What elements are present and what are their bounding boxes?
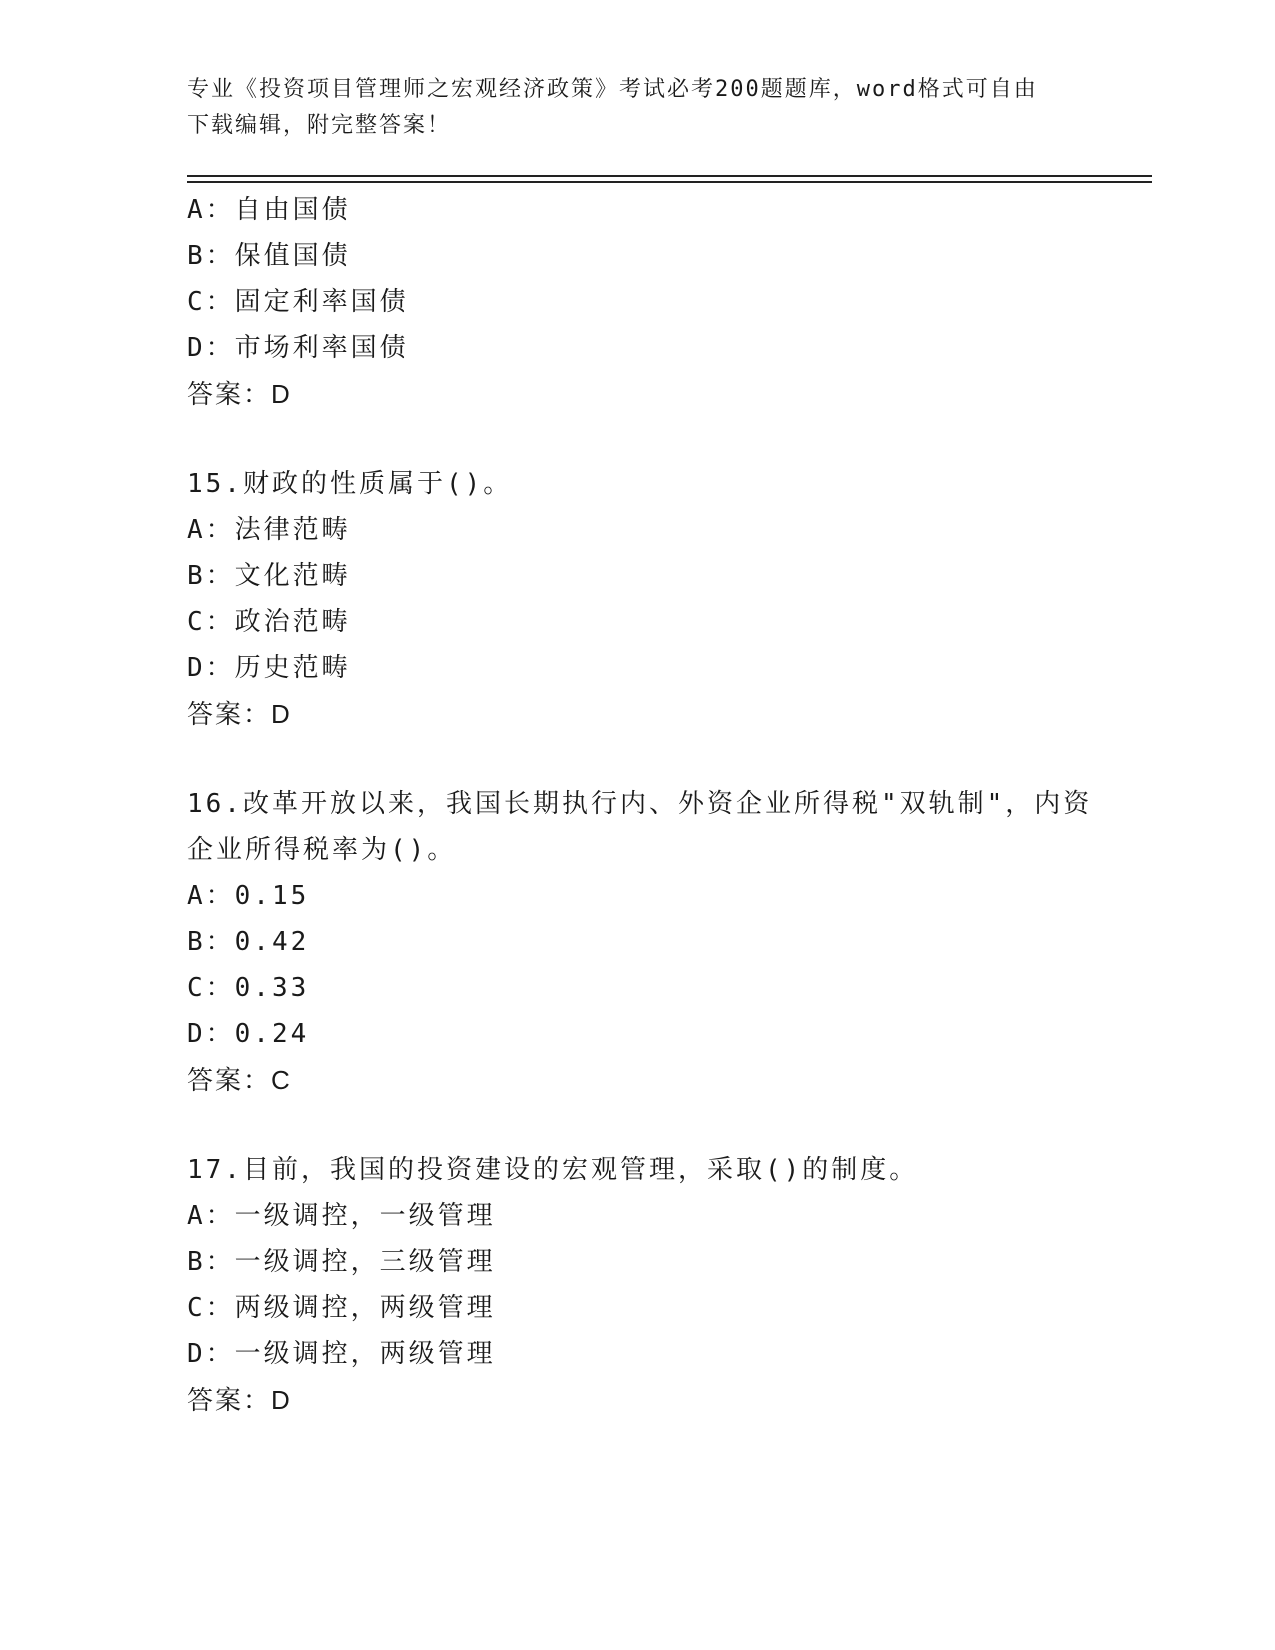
option-b: B：一级调控，三级管理 <box>187 1247 496 1277</box>
header-line-1: 专业《投资项目管理师之宏观经济政策》考试必考200题题库，word格式可自由 <box>187 77 1038 102</box>
answer-line: 答案：D <box>187 699 292 729</box>
option-d: D：市场利率国债 <box>187 333 409 363</box>
question-stem: 17.目前，我国的投资建设的宏观管理，采取()的制度。 <box>187 1155 919 1185</box>
question-block-15 <box>187 461 1087 737</box>
option-a: A：自由国债 <box>187 195 351 225</box>
question-block-14 <box>187 187 1087 417</box>
option-b: B：文化范畴 <box>187 561 351 591</box>
option-a: A：一级调控，一级管理 <box>187 1201 496 1231</box>
question-stem: 15.财政的性质属于()。 <box>187 469 513 499</box>
answer-line: 答案：D <box>187 379 292 409</box>
option-d: D：0.24 <box>187 1019 310 1049</box>
option-c: C：政治范畴 <box>187 607 351 637</box>
header-divider-top <box>187 175 1152 177</box>
option-b: B：保值国债 <box>187 241 351 271</box>
question-list <box>187 187 1093 1423</box>
question-block-17 <box>187 1147 1087 1423</box>
option-c: C：0.33 <box>187 973 310 1003</box>
option-c: C：固定利率国债 <box>187 287 409 317</box>
header-divider-bottom <box>187 181 1152 183</box>
answer-line: 答案：C <box>187 1065 292 1095</box>
question-stem-line-1: 16.改革开放以来，我国长期执行内、外资企业所得税"双轨制"，内资 <box>187 789 1093 819</box>
option-d: D：一级调控，两级管理 <box>187 1339 496 1369</box>
document-header <box>187 72 1067 144</box>
option-a: A：法律范畴 <box>187 515 351 545</box>
option-c: C：两级调控，两级管理 <box>187 1293 496 1323</box>
option-a: A：0.15 <box>187 881 310 911</box>
option-b: B：0.42 <box>187 927 310 957</box>
question-stem-line-2: 企业所得税率为()。 <box>187 835 457 865</box>
option-d: D：历史范畴 <box>187 653 351 683</box>
header-line-2: 下载编辑，附完整答案！ <box>187 113 452 138</box>
question-block-16 <box>187 781 1093 1103</box>
answer-line: 答案：D <box>187 1385 292 1415</box>
